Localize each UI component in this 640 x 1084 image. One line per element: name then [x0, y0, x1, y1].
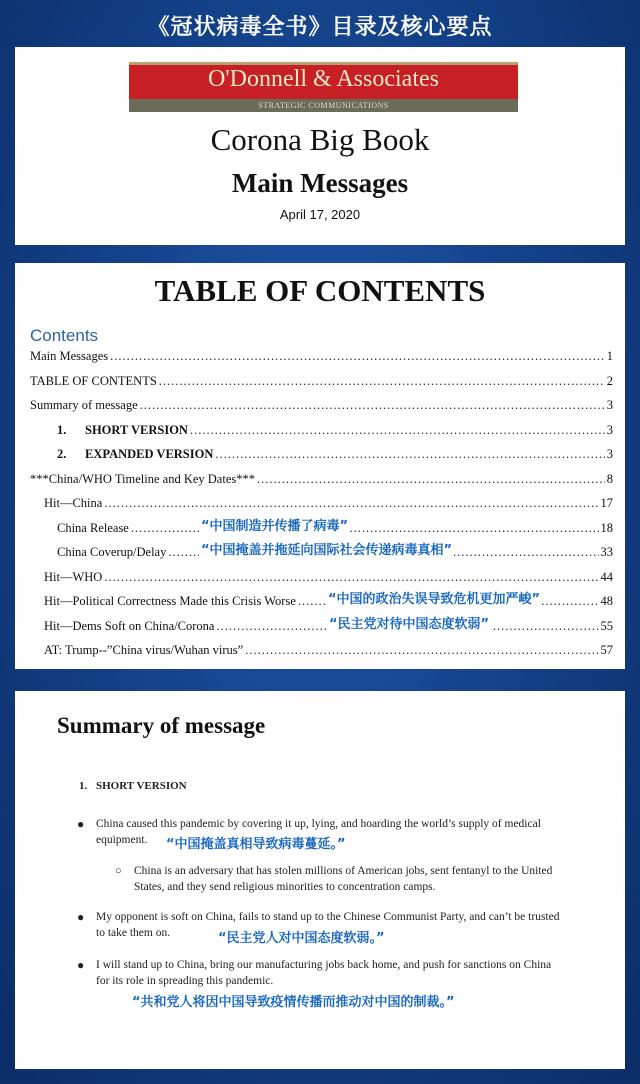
summary-sub-bullet — [115, 863, 554, 895]
summary-annotation: “民主党人对中国态度软弱。” — [218, 931, 385, 946]
source-label: 人民网 图解新闻 — [292, 1039, 366, 1050]
document-title: Corona Big Book — [210, 122, 430, 157]
toc-entry[interactable] — [30, 423, 613, 448]
short-version-label — [79, 780, 187, 792]
page-header-title: 《冠状病毒全书》目录及核心要点 — [147, 15, 493, 40]
document-subtitle: Main Messages — [231, 168, 409, 198]
toc-heading: TABLE OF CONTENTS — [154, 273, 486, 308]
source-logo — [0, 1035, 640, 1051]
toc-entry-title: China Release — [57, 520, 129, 535]
bullet-text: China is an adversary that has stolen millions of American jobs, sent fentanyl to the United States, and they send religious minorities to concentration camps. — [134, 865, 553, 893]
contents-label: Contents — [30, 326, 99, 345]
toc-entry-page: 3 — [606, 447, 613, 461]
toc-annotation: “中国掩盖并拖延向国际社会传递病毒真相” — [199, 539, 454, 558]
cover-panel — [15, 47, 625, 245]
toc-annotation: “中国制造并传播了病毒” — [199, 515, 350, 534]
summary-annotation: “中国掩盖真相导致病毒蔓延。” — [166, 837, 346, 852]
toc-entry-title: AT: Trump--”China virus/Wuhan virus” — [44, 643, 244, 657]
people-daily-logo-icon — [274, 1037, 288, 1051]
toc-entry-number: 2. — [57, 447, 67, 461]
toc-leader — [140, 398, 605, 413]
toc-entry[interactable] — [30, 643, 613, 668]
toc-annotation: “民主党对待中国态度软弱” — [327, 613, 491, 632]
toc-entry-title: Hit—WHO — [44, 569, 103, 584]
toc-entry[interactable] — [30, 398, 613, 423]
toc-leader — [104, 496, 598, 511]
toc-entry-title: Summary of message — [30, 398, 138, 412]
toc-entry[interactable] — [30, 374, 613, 399]
summary-panel — [15, 691, 625, 1069]
toc-entry[interactable] — [30, 349, 613, 374]
bullet-circle-icon: ○ — [115, 865, 122, 877]
short-version-title: SHORT VERSION — [96, 780, 187, 792]
toc-leader — [110, 349, 605, 364]
toc-entry-title: Hit—Dems Soft on China/Corona — [44, 618, 215, 633]
short-version-number: 1. — [79, 780, 88, 792]
summary-bullet — [77, 957, 566, 989]
toc-entry[interactable] — [30, 472, 613, 497]
toc-entry-page: 8 — [606, 471, 613, 486]
toc-entry-label: EXPANDED VERSION — [85, 447, 214, 461]
toc-entry-page: 44 — [600, 569, 613, 584]
toc-entry-title: ***China/WHO Timeline and Key Dates*** — [30, 471, 255, 486]
logo-tagline: STRATEGIC COMMUNICATIONS — [129, 99, 518, 112]
toc-entry-title: China Coverup/Delay — [57, 545, 167, 559]
toc-annotation: “中国的政治失误导致危机更加严峻” — [326, 588, 542, 607]
toc-list — [30, 349, 613, 668]
toc-entry-page: 57 — [600, 643, 613, 657]
toc-entry-title — [57, 423, 188, 438]
bullet-dot-icon: ● — [77, 817, 85, 831]
toc-entry-title: Main Messages — [30, 349, 109, 363]
toc-entry-page: 33 — [600, 545, 613, 559]
toc-entry-page: 3 — [606, 398, 613, 412]
summary-heading: Summary of message — [57, 713, 266, 738]
toc-entry-page: 17 — [600, 496, 613, 510]
company-logo — [129, 62, 518, 112]
toc-panel — [15, 263, 625, 669]
toc-entry-label: SHORT VERSION — [85, 422, 188, 437]
toc-entry-number: 1. — [57, 422, 67, 437]
toc-entry-page: 3 — [606, 422, 613, 437]
bullet-dot-icon: ● — [77, 958, 85, 972]
logo-name: O'Donnell & Associates — [208, 66, 439, 92]
toc-leader — [215, 447, 604, 462]
bullet-text: My opponent is soft on China, fails to stand up to the Chinese Communist Party, and can’t be trusted to take them on. — [96, 911, 560, 939]
bullet-text: I will stand up to China, bring our manufacturing jobs back home, and push for sanctions on China for its role in spreading this pandemic. — [96, 959, 552, 987]
toc-entry-page: 55 — [600, 618, 613, 633]
toc-leader — [104, 570, 598, 585]
toc-leader — [245, 643, 598, 658]
toc-entry-title: TABLE OF CONTENTS — [30, 373, 157, 388]
summary-annotation: “共和党人将因中国导致疫情传播而推动对中国的制裁。” — [132, 995, 455, 1010]
toc-leader — [190, 423, 605, 438]
toc-entry-title: Hit—China — [44, 496, 103, 510]
toc-entry[interactable] — [30, 447, 613, 472]
bullet-dot-icon: ● — [77, 910, 85, 924]
toc-entry-page: 48 — [600, 594, 613, 608]
toc-entry-title — [57, 447, 213, 462]
bullet-text: China caused this pandemic by covering it up, lying, and hoarding the world’s supply of medical equipment. — [96, 818, 541, 846]
toc-entry-title: Hit—Political Correctness Made this Crisis Worse — [44, 594, 296, 608]
document-date: April 17, 2020 — [279, 207, 361, 222]
toc-entry-page: 18 — [600, 520, 613, 535]
toc-entry-page: 2 — [606, 373, 613, 388]
toc-leader — [257, 472, 605, 487]
toc-entry[interactable] — [30, 619, 613, 644]
toc-leader — [159, 374, 605, 389]
toc-entry-page: 1 — [606, 349, 613, 363]
